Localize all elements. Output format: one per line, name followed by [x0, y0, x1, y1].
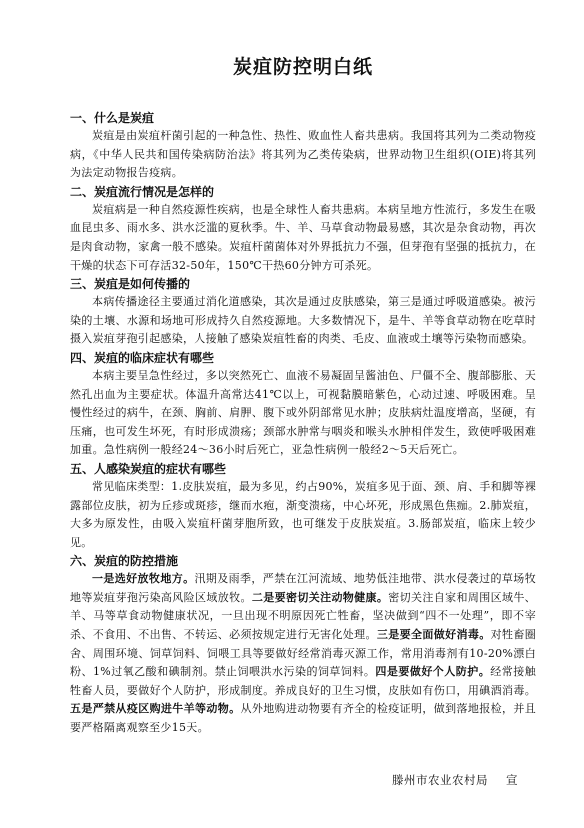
issuer-name: 滕州市农业农村局: [392, 773, 488, 787]
measure-lead: 三是要全面做好消毒。: [376, 628, 491, 642]
section-body: 本病主要呈急性经过，多以突然死亡、血液不易凝固呈酱油色、尸僵不全、腹部膨胀、天然孔出血为主要症状。体温升高常达41℃以上，可视黏膜暗紫色，心动过速、呼吸困难。呈慢性经过的病牛，在颈、胸前、肩胛、腹下或外阴部常见水肿；皮肤病灶温度增高，坚硬，有压痛，也可发生坏死，有时形成溃疡；颈部水肿常与咽炎和喉头水肿相伴发生，致使呼吸困难加重。急性病例一般经24～36小时后死亡，亚急性病例一般经2～5天后死亡。: [70, 368, 536, 457]
measure-lead: 四是要做好个人防护。: [375, 665, 491, 679]
measure-text: 经常接触牲畜人员，要做好个人防护，形成制度。养成良好的卫生习惯，皮肤如有伤口，用碘酒消毒。: [70, 665, 536, 697]
section-body: 炭疽是由炭疽杆菌引起的一种急性、热性、败血性人畜共患病。我国将其列为二类动物疫病，《中华人民共和国传染病防治法》将其列为乙类传染病，世界动物卫生组织(OIE)将其列为法定动物报告疫病。: [70, 129, 536, 180]
page-title: 炭疽防控明白纸: [232, 56, 373, 78]
measure-lead: 五是严禁从疫区购进牛羊等动物。: [70, 702, 241, 716]
section-body: 本病传播途径主要通过消化道感染，其次是通过皮肤感染，第三是通过呼吸道感染。被污染的土壤、水源和场地可形成持久自然疫源地。大多数情况下，是牛、羊等食草动物在吃草时摄入炭疽芽孢引起感染，人接触了感染炭疽牲畜的肉类、毛皮、血液或土壤等污染物而感染。: [70, 295, 536, 346]
section-body: 常见临床类型：1.皮肤炭疽，最为多见，约占90%，炭疽多见于面、颈、肩、手和脚等裸露部位皮肤，初为丘疹或斑疹，继而水疱，渐变溃疡，中心坏死，形成黑色焦痂。2.肺炭疽，大多为原发性，由吸入炭疽杆菌芽胞所致，也可继发于皮肤炭疽。3.肠部炭疽，临床上较少见。: [70, 479, 536, 549]
section-epidemic-situation: [70, 183, 536, 275]
measure-lead: 二是要密切关注动物健康。: [251, 590, 389, 604]
section-transmission: [70, 275, 536, 349]
measure-text: 密切关注自家和周围区域牛、羊、马等草食动物健康状况，一旦出现不明原因死亡牲畜，坚决做到“四不一处理”，即不宰杀、不食用、不出售、不转运、必须按规定进行无害化处理。: [70, 590, 536, 642]
section-heading: 三、炭疽是如何传播的: [70, 277, 191, 292]
issuer-footer: [392, 772, 518, 788]
issuer-suffix: 宣: [506, 773, 518, 787]
section-human-symptoms: [70, 460, 536, 552]
section-heading: 四、炭疽的临床症状有哪些: [70, 350, 215, 365]
measure-text: 对牲畜圈舍、周围环境、饲草饲料、饲喂工具等要做好经常消毒灭源工作，常用消毒剂有10-20%漂白粉、1%过氧乙酸和碘制剂。禁止饲喂洪水污染的饲草饲料。: [70, 628, 536, 679]
section-heading: 一、什么是炭疽: [70, 111, 155, 125]
section-clinical-symptoms: [70, 349, 536, 460]
section-prevention-measures: [70, 552, 536, 737]
measure-text: 从外地购进动物要有齐全的检疫证明，做到落地报检，并且要严格隔离观察至少15天。: [70, 702, 536, 735]
measures-body: [70, 570, 536, 737]
measure-text: 汛期及雨季，严禁在江河流域、地势低洼地带、洪水侵袭过的草场牧地等炭疽芽孢污染高风险区域放牧。: [70, 572, 536, 604]
section-heading: 二、炭疽流行情况是怎样的: [70, 184, 215, 199]
measure-lead: 一是选好放牧地方。: [92, 572, 195, 586]
section-heading: 五、人感染炭疽的症状有哪些: [70, 461, 227, 476]
section-body: 炭疽病是一种自然疫源性疾病，也是全球性人畜共患病。本病呈地方性流行，多发生在吸血昆虫多、雨水多、洪水泛滥的夏秋季。牛、羊、马草食动物最易感，其次是杂食动物，再次是肉食动物，家禽一般不感染。炭疽杆菌菌体对外界抵抗力不强，但芽孢有坚强的抵抗力，在干燥的状态下可存活32-50年，150℃干热60分钟方可杀死。: [70, 202, 536, 272]
section-what-is-anthrax: [70, 109, 536, 183]
section-heading: 六、炭疽的防控措施: [70, 554, 179, 569]
